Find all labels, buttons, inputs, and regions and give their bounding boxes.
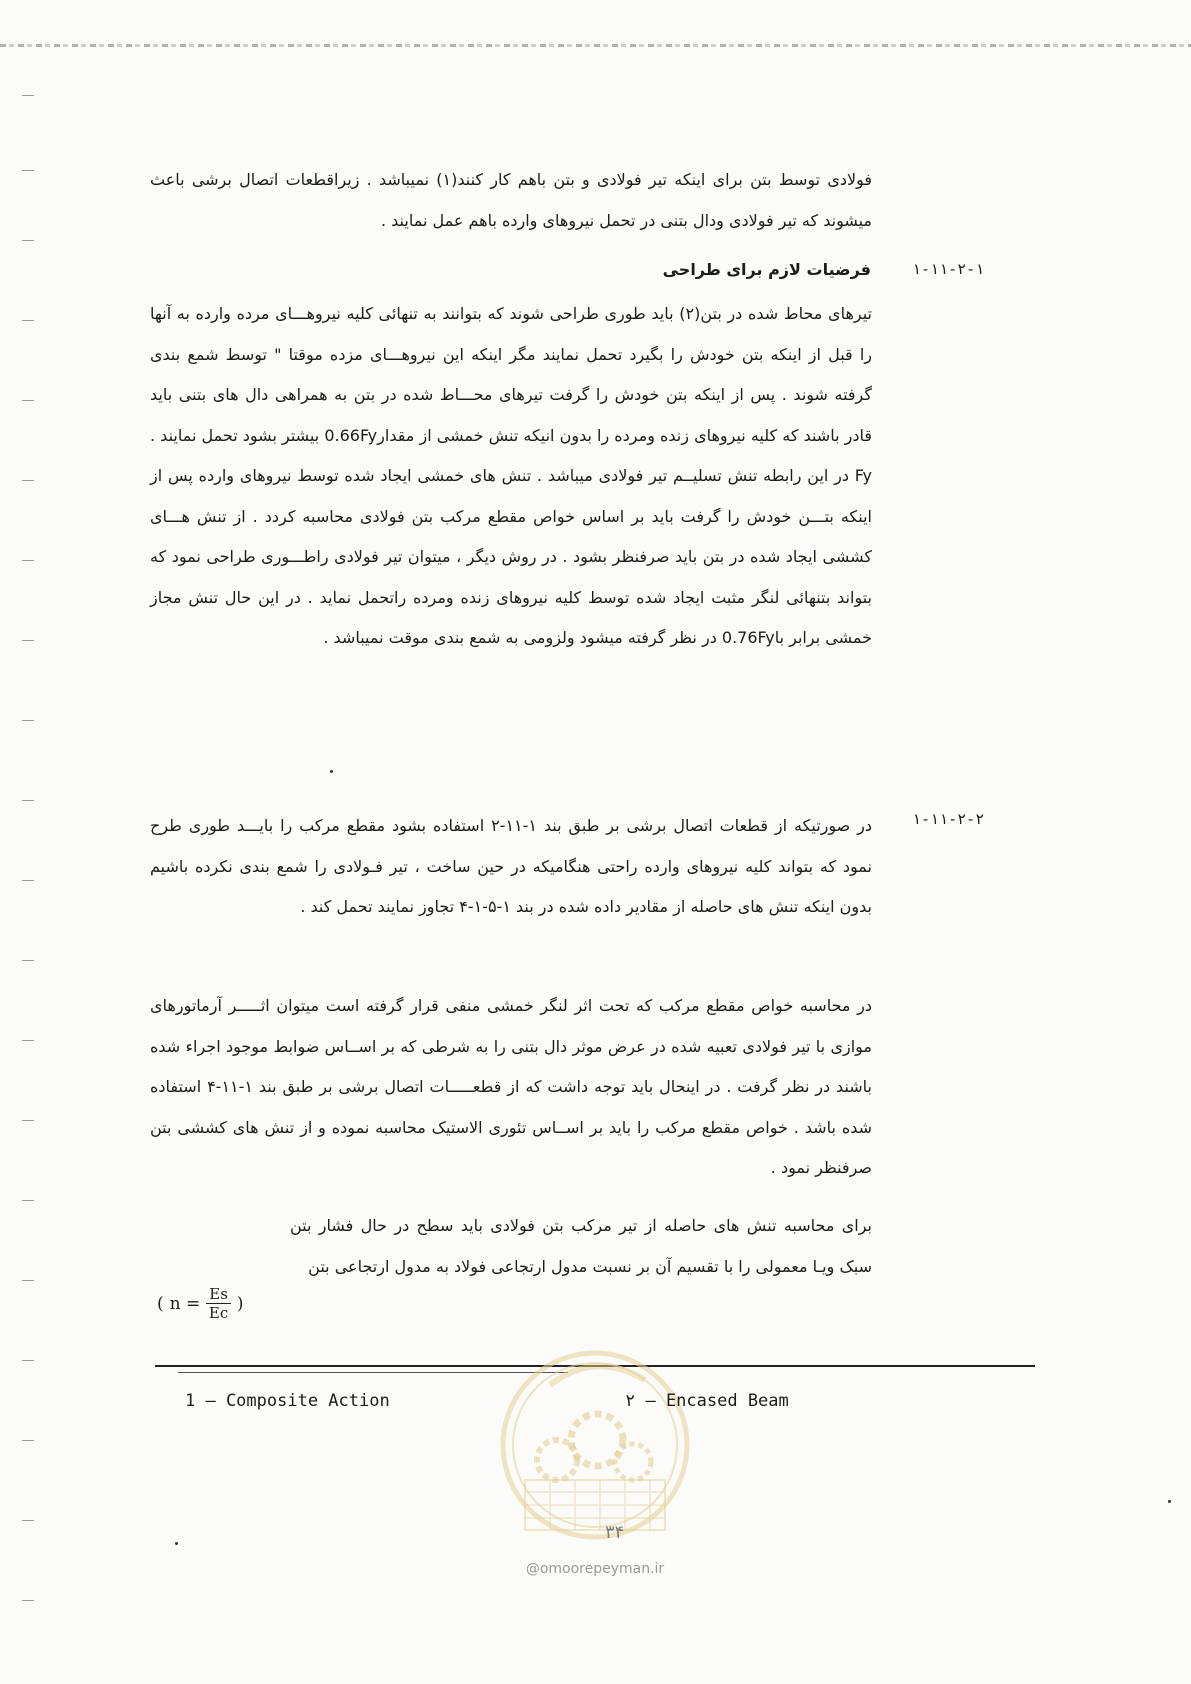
scan-speck — [175, 1542, 178, 1545]
formula-close-paren: ) — [236, 1293, 244, 1314]
footnote-1: 1 — Composite Action — [185, 1391, 390, 1411]
formula-open-paren: ( — [157, 1293, 164, 1314]
formula-denominator: Ec — [208, 1304, 229, 1322]
modular-ratio-paragraph: برای محاسبه تنش های حاصله از تیر مرکب بتن فولادی باید سطح در حال فشار بتن سبک ویـا معمولی را با تقسیم آن بر نسبت مدول ارتجاعی فولاد به مدول ارتجاعی بتن — [290, 1216, 872, 1276]
section-number-1: ۱-۱۱-۲-۱ — [912, 260, 985, 278]
section-2-1-1-1-body: تیرهای محاط شده در بتن(۲) باید طوری طراحی شوند که بتوانند به تنهائی کلیه نیروهـــای مرده وارده به آنها را قبل از اینکه بتن خودش را بگیرد تحمل نمایند مگر اینکه این نیروهـــای مزده موقتا " توسط شمع بندی گرفته شوند . پس از اینکه بتن خودش را گرفت تیرهای محـــاط شده در بتن به همراهی دال های بتنی باید قادر باشند که کلیه نیروهای زنده ومرده را بدون انیکه تنش خمشی از مقدار0.66Fy بیشتر بشود تحمل نمایند . Fy در این رابطه تنش تسلیــم تیر فولادی میباشد . تنش های خمشی ایجاد شده توسط نیروهای وارده پس از اینکه بتـــن خودش را گرفت باید بر اساس خواص مقطع مرکب بتن فولادی محاسبه کردد . از تنش هـــای کششی ایجاد شده در بتن باید صرفنظر بشود . در روش دیگر ، میتوان تیر فولادی راطـــوری طراحی نمود که بتواند بتنهائی لنگر مثبت ایجاد شده توسط کلیه نیروهای زنده ومرده راتحمل نماید . در این حال تنش مجاز خمشی برابر با0.76Fy در نظر گرفته میشود ولزومی به شمع بندی موقت نمیباشد . — [150, 304, 872, 647]
modular-ratio-formula — [157, 1285, 244, 1322]
negative-moment-paragraph: در محاسبه خواص مقطع مرکب که تحت اثر لنگر خمشی منفی قرار گرفته است میتوان اثـــــر آرماتورهای موازی با تیر فولادی تعبیه شده در عرض موثر دال بتنی را به شرطی که بر اســاس ضوابط موجود اجراء شده باشند در نظر گرفت . در اینحال باید توجه داشت که از قطعـــــات اتصال برشی بر طبق بند ۱-۱۱-۴ استفاده شده باشد . خواص مقطع مرکب را باید بر اســاس تئوری الاستیک محاسبه نموده و از تنش های کششی بتن صرفنظر نمود . — [150, 996, 873, 1177]
footnote-2: ۲ — Encased Beam — [625, 1391, 789, 1411]
scan-speck — [1168, 1500, 1171, 1503]
formula-numerator: Es — [206, 1285, 231, 1304]
section-number-2: ۱-۱۱-۲-۲ — [912, 810, 985, 828]
page-number: ۳۴ — [605, 1522, 625, 1543]
scan-edge-noise — [0, 44, 1191, 47]
section-2-1-1-2-body: در صورتیکه از قطعات اتصال برشی بر طبق بند ۱-۱۱-۲ استفاده بشود مقطع مرکب را بایـــد طوری طرح نمود که بتواند کلیه نیروهای وارده راحتی هنگامیکه در حین ساخت ، تیر فـولادی را شمع بندی نکرده باشیم بدون اینکه تنش های حاصله از مقادیر داده شده در بند ۱-۵-۱-۴ تجاوز نمایند تحمل کند . — [150, 816, 872, 916]
formula-fraction — [206, 1285, 231, 1322]
assumptions-heading: فرضیات لازم برای طراحی — [662, 260, 871, 279]
watermark-url: @omoorepeyman.ir — [525, 1561, 665, 1577]
intro-paragraph: فولادی توسط بتن برای اینکه تیر فولادی و بتن باهم کار کنند(۱) نمیباشد . زیراقطعات اتصال برشی باعث میشوند که تیر فولادی ودال بتنی در تحمل نیروهای وارده باهم عمل نمایند . — [150, 170, 873, 230]
formula-lhs: n = — [169, 1293, 201, 1314]
scan-speck — [330, 770, 333, 773]
watermark-seal-logo — [495, 1330, 695, 1560]
